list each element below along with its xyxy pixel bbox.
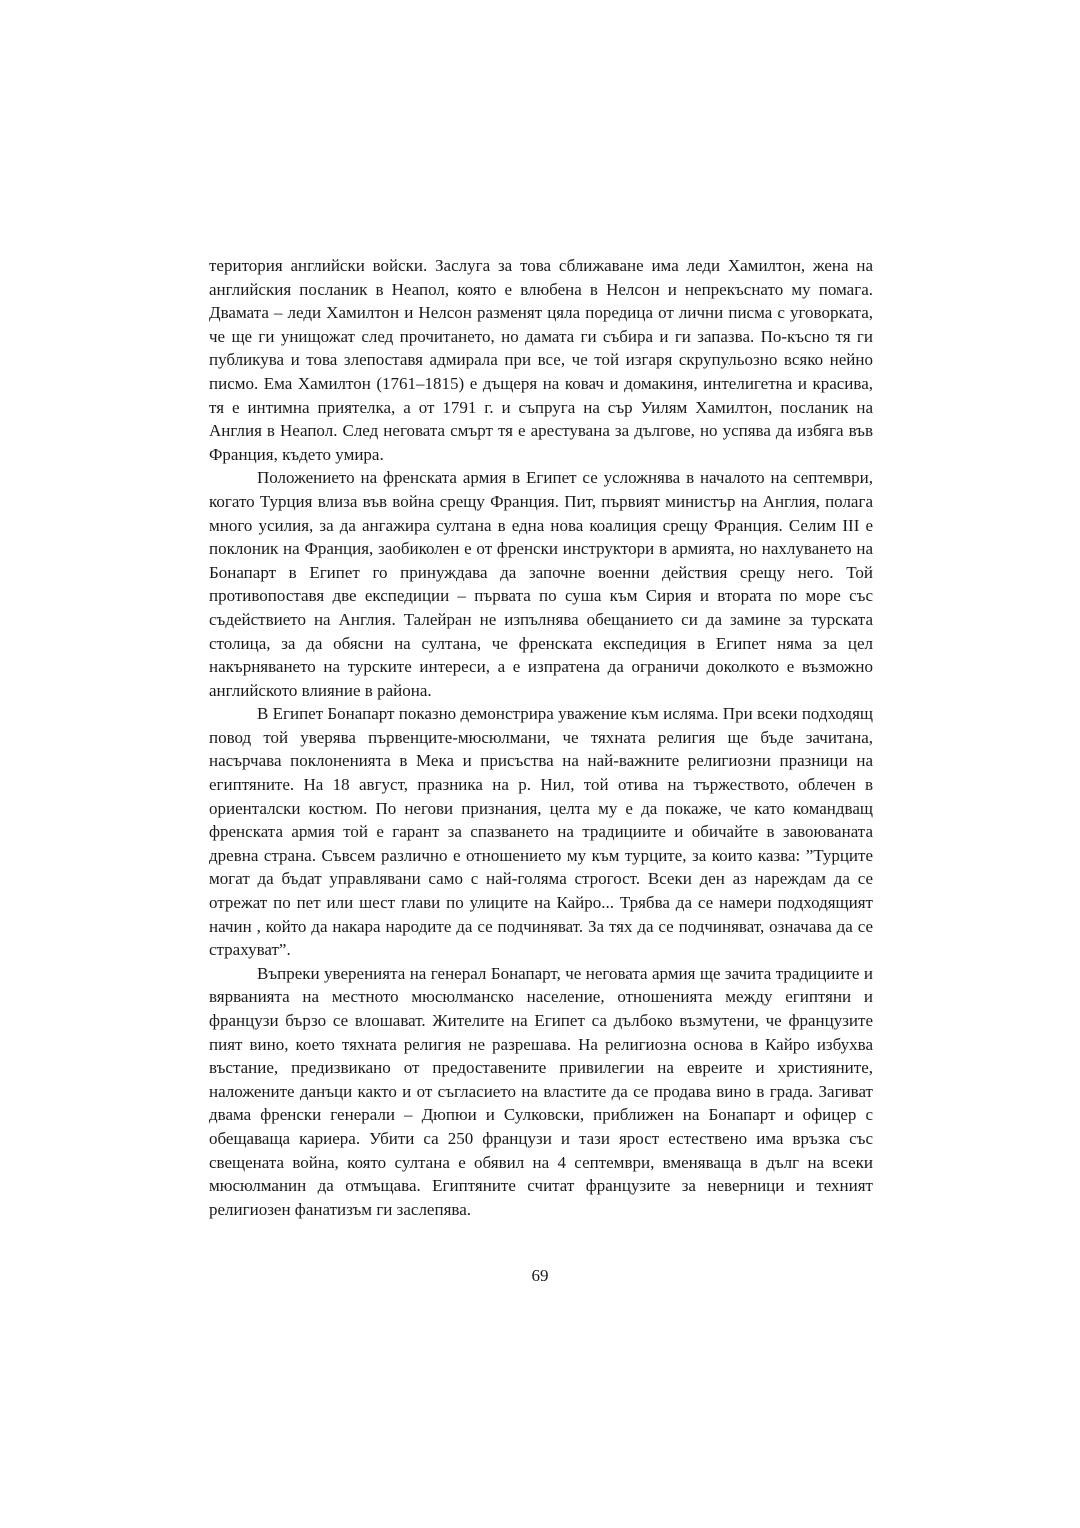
paragraph-3: В Египет Бонапарт показно демонстрира уважение към исляма. При всеки подходящ повод той уверява първенците-мюсюлмани, че тяхната религия ще бъде зачитана, насърчава поклоненията в Мека и присъства на най-важните религиозни празници на египтяните. На 18 август, празника на р. Нил, той отива на тържеството, облечен в ориенталски костюм. По негови признания, целта му е да покаже, че като командващ френската армия той е гарант за спазването на традициите и обичайте в завоюваната древна страна. Съвсем различно е отношението му към турците, за които казва: ”Турците могат да бъдат управлявани само с най-голяма строгост. Всеки ден аз нареждам да се отрежат по пет или шест глави по улиците на Кайро... Трябва да се намери подходящият начин , който да накара народите да се подчиняват. За тях да се подчиняват, означава да се страхуват”. xyxy=(209,704,873,960)
page-number: 69 xyxy=(531,1266,549,1285)
paragraph-2: Положението на френската армия в Египет се усложнява в началото на септември, когато Турция влиза във война срещу Франция. Пит, първият министър на Англия, полага много усилия, за да ангажира султана в една нова коалиция срещу Франция. Селим III е поклоник на Франция, заобиколен е от френски инструктори в армията, но нахлуването на Бонапарт в Египет го принуждава да започне военни действия срещу него. Той противопоставя две експедиции – първата по суша към Сирия и втората по море със съдействието на Англия. Талейран не изпълнява обещанието си да замине за турската столица, за да обясни на султана, че френската експедиция в Египет няма за цел накърняването на турските интереси, а е изпратена да ограничи доколкото е възможно английското влияние в района. xyxy=(209,468,873,700)
paragraph-1: територия английски войски. Заслуга за това сближаване има леди Хамилтон, жена на английския посланик в Неапол, която е влюбена в Нелсон и непрекъснато му помага. Двамата – леди Хамилтон и Нелсон разменят цяла поредица от лични писма с уговорката, че ще ги унищожат след прочитането, но дамата ги събира и ги запазва. По-късно тя ги публикува и това злепоставя адмирала при все, че той изгаря скрупульозно всяко нейно писмо. Ема Хамилтон (1761–1815) е дъщеря на ковач и домакиня, интелигетна и красива, тя е интимна приятелка, а от 1791 г. и съпруга на сър Уилям Хамилтон, посланик на Англия в Неапол. След неговата смърт тя е арестувана за дългове, но успява да избяга във Франция, където умира. xyxy=(209,256,873,464)
paragraph-4: Въпреки уверенията на генерал Бонапарт, че неговата армия ще зачита традициите и вярванията на местното мюсюлманско население, отношенията между египтяни и французи бързо се влошават. Жителите на Египет са дълбоко възмутени, че французите пият вино, което тяхната религия не разрешава. На религиозна основа в Кайро избухва въстание, предизвикано от предоставените привилегии на евреите и християните, наложените данъци както и от съгласието на властите да се продава вино в града. Загиват двама френски генерали – Дюпюи и Сулковски, приближен на Бонапарт и офицер с обещаваща кариера. Убити са 250 французи и тази ярост естествено има връзка със свещената война, която султана е обявил на 4 септември, вменяваща в дълг на всеки мюсюлманин да отмъщава. Египтяните считат французите за неверници и техният религиозен фанатизъм ги заслепява. xyxy=(209,963,873,1219)
body-text xyxy=(209,254,873,1221)
